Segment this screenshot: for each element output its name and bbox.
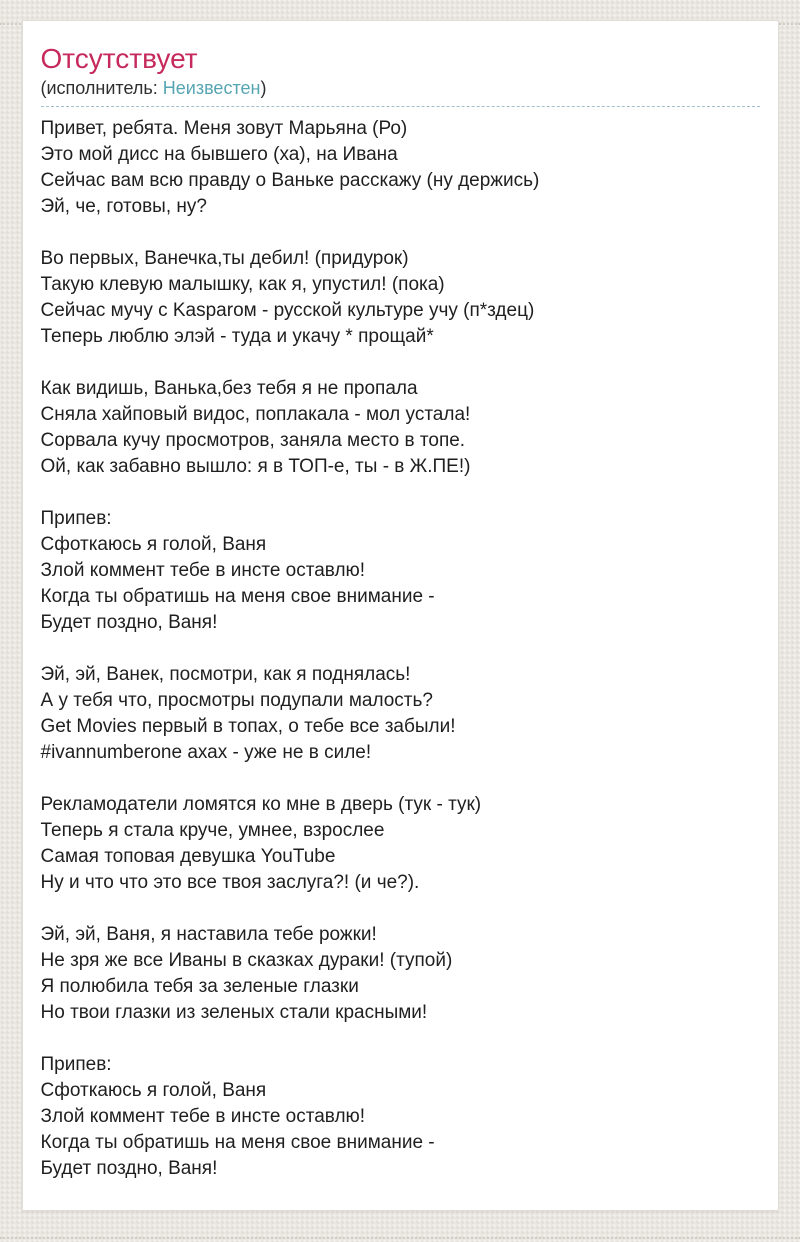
artist-label-suffix: ) <box>260 78 267 98</box>
lyric-line: Как видишь, Ванька,без тебя я не пропала <box>40 378 418 399</box>
stanza <box>41 922 760 1026</box>
artist-link[interactable]: Неизвестен <box>162 78 261 98</box>
lyric-line: Теперь люблю элэй - туда и укачу * прощай* <box>40 326 434 347</box>
page-title: Отсутствует <box>40 43 198 74</box>
lyric-line: Но твои глазки из зеленых стали красными! <box>40 1002 428 1023</box>
lyric-line: Я полюбила тебя за зеленые глазки <box>40 976 359 997</box>
stanza <box>41 506 760 636</box>
lyric-line: Не зря же все Иваны в сказках дураки! (тупой) <box>40 950 453 971</box>
lyric-line: Привет, ребята. Меня зовут Марьяна (Ро) <box>40 118 408 139</box>
lyric-line: Эй, эй, Ваня, я наставила тебе рожки! <box>40 924 377 945</box>
lyric-line: Сорвала кучу просмотров, заняла место в топе. <box>40 430 466 451</box>
lyric-line: Самая топовая девушка YouTube <box>40 846 336 867</box>
lyric-line: Будет поздно, Ваня! <box>40 612 218 633</box>
lyric-line: Сфоткаюсь я голой, Ваня <box>40 1080 267 1101</box>
lyric-line: Эй, эй, Ванек, посмотри, как я поднялась! <box>40 664 411 685</box>
lyric-line: Когда ты обратишь на меня свое внимание - <box>40 1132 435 1153</box>
stanza <box>41 116 760 220</box>
stanza <box>41 792 760 896</box>
lyric-line: Злой коммент тебе в инсте оставлю! <box>40 1106 366 1127</box>
stanza <box>41 1052 760 1182</box>
lyric-line: Такую клевую малышку, как я, упустил! (пока) <box>40 274 445 295</box>
stanza <box>41 376 760 480</box>
lyrics <box>41 116 760 1182</box>
page-bottom-dotted-edge <box>0 1237 800 1239</box>
header-divider <box>41 106 760 107</box>
lyric-line: Сняла хайповый видос, поплакала - мол устала! <box>40 404 471 425</box>
page-background <box>0 20 800 1242</box>
lyric-line: Во первых, Ванечка,ты дебил! (придурок) <box>40 248 409 269</box>
lyric-line: Ой, как забавно вышло: я в ТОП-е, ты - в Ж.ПЕ!) <box>40 456 471 477</box>
lyric-line: Теперь я стала круче, умнее, взрослее <box>40 820 385 841</box>
lyric-line: Сейчас мучу с Kasparoм - русской культуре учу (п*здец) <box>40 300 535 321</box>
lyric-line: Ну и что что это все твоя заслуга?! (и че?). <box>40 872 420 893</box>
stanza <box>41 662 760 766</box>
lyric-line: Злой коммент тебе в инсте оставлю! <box>40 560 366 581</box>
stanza <box>41 246 760 350</box>
lyric-line: Припев: <box>40 1054 112 1075</box>
lyric-line: Get Movies первый в топах, о тебе все забыли! <box>40 716 456 737</box>
lyric-line: Когда ты обратишь на меня свое внимание - <box>40 586 435 607</box>
lyric-line: Сейчас вам всю правду о Ваньке расскажу (ну держись) <box>40 170 540 191</box>
lyric-line: А у тебя что, просмотры подупали малость? <box>40 690 433 711</box>
lyric-line: Припев: <box>40 508 112 529</box>
lyric-line: #ivannumberone ахах - уже не в силе! <box>40 742 372 763</box>
song-header <box>41 43 760 107</box>
content-card <box>22 20 779 1211</box>
artist-line <box>41 77 760 99</box>
lyric-line: Рекламодатели ломятся ко мне в дверь (тук - тук) <box>40 794 482 815</box>
lyric-line: Будет поздно, Ваня! <box>40 1158 218 1179</box>
artist-label-prefix: (исполнитель: <box>40 78 163 98</box>
lyric-line: Это мой дисс на бывшего (ха), на Ивана <box>40 144 398 165</box>
lyric-line: Сфоткаюсь я голой, Ваня <box>40 534 267 555</box>
lyric-line: Эй, че, готовы, ну? <box>40 196 207 217</box>
